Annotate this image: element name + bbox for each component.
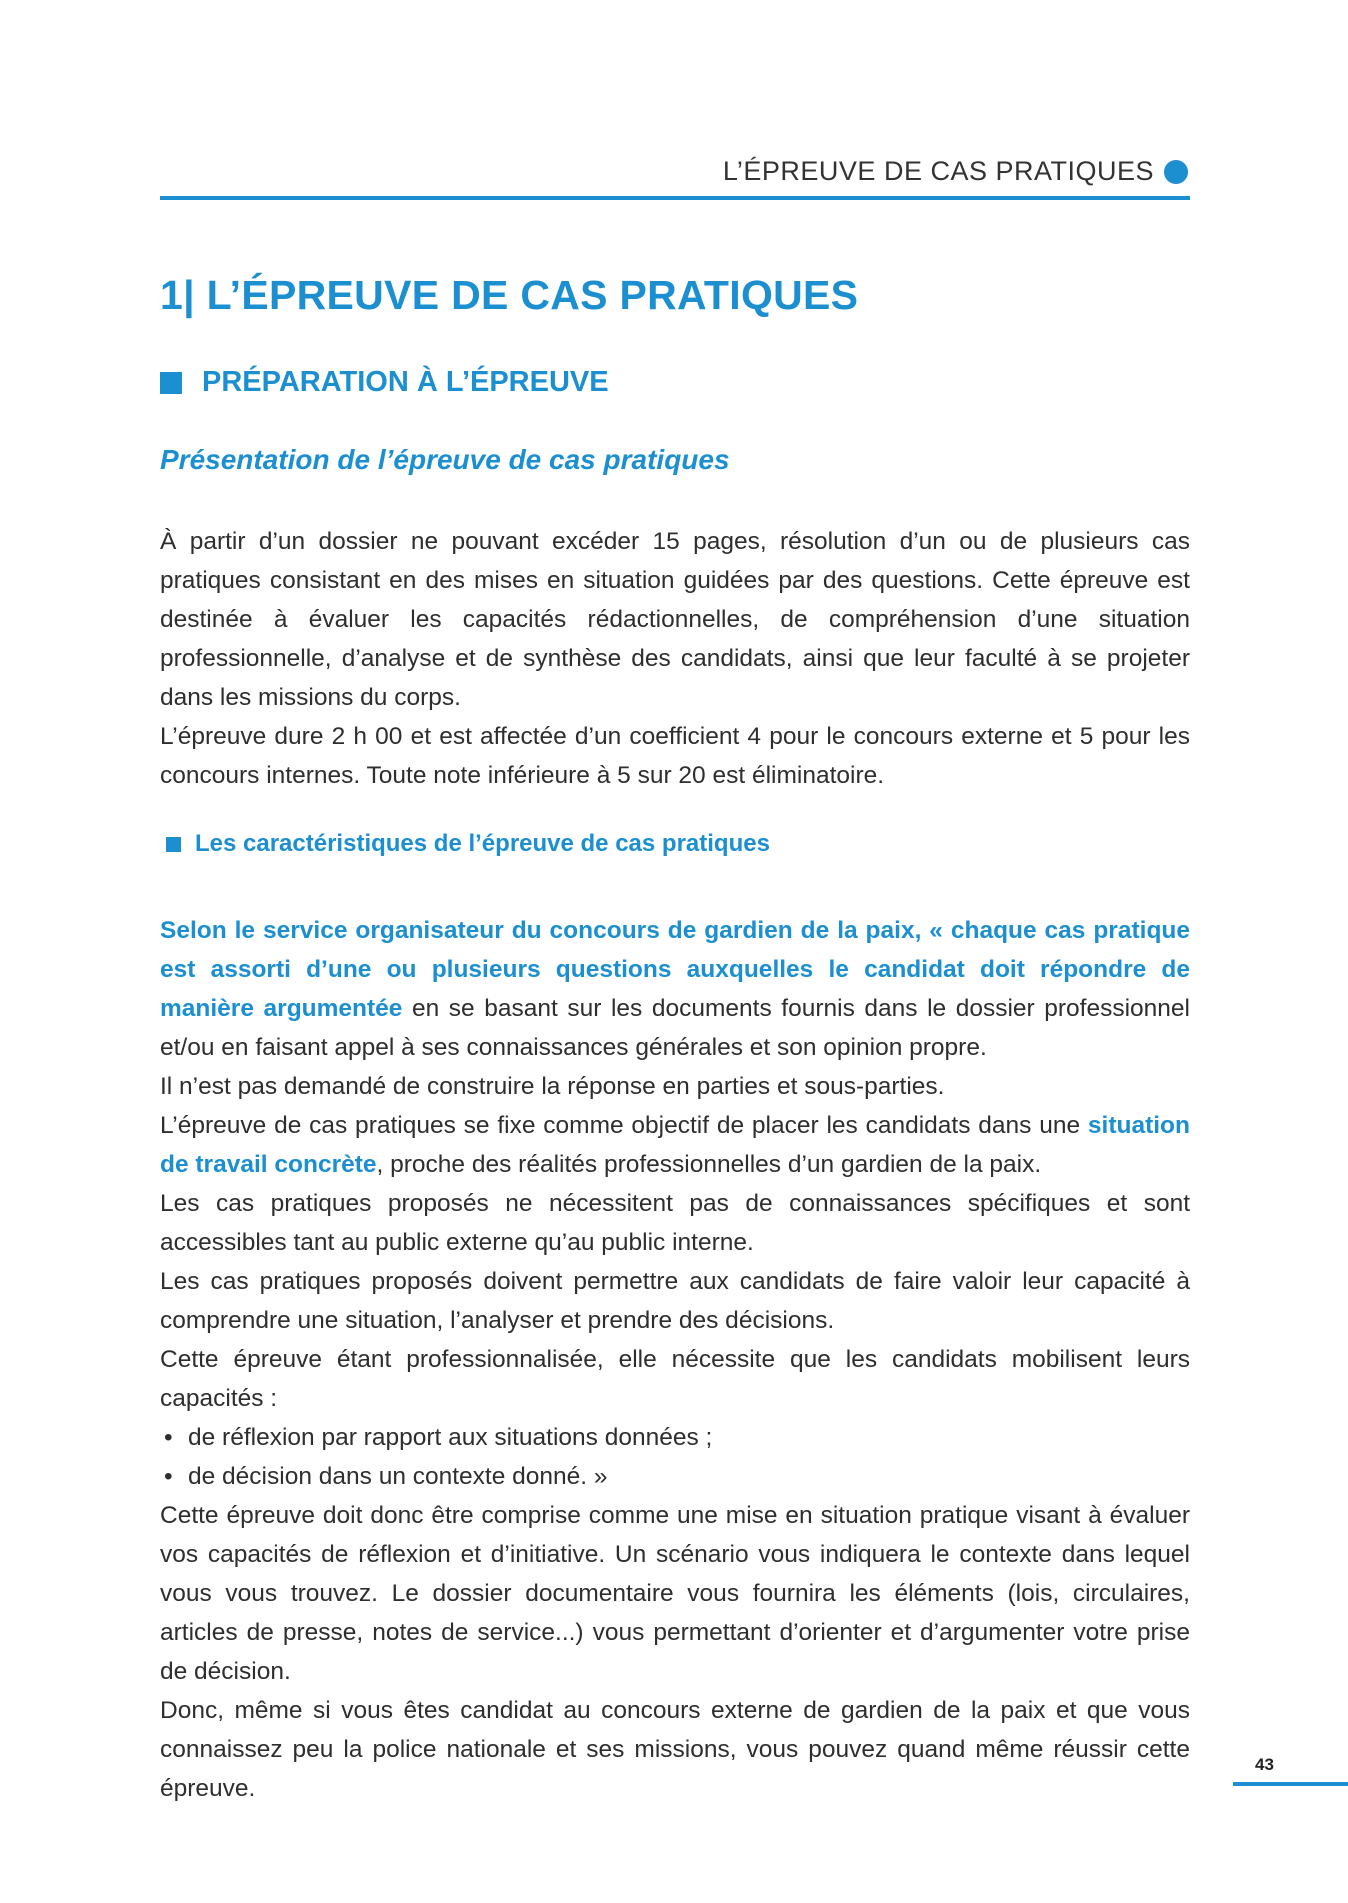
running-title: L’ÉPREUVE DE CAS PRATIQUES [722, 156, 1154, 186]
quote-highlight-3: situation de travail concrète [160, 1112, 1190, 1178]
running-header [160, 150, 1190, 200]
characteristics-title-text: Les caractéristiques de l’épreuve de cas pratiques [195, 830, 770, 857]
quote-line-5: Les cas pratiques proposés doivent permettre aux candidats de faire valoir leur capacité à comprendre une situation, l’analyser et prendre des décisions. [160, 1268, 1190, 1334]
list-item: • de décision dans un contexte donné. » [160, 1457, 1190, 1496]
quote-line-3 [160, 1106, 1190, 1184]
intro-paragraph: À partir d’un dossier ne pouvant excéder 15 pages, résolution d’un ou de plusieurs cas pratiques consistant en des mises en situation guidées par des questions. Cette épreuve est destinée à évaluer les capacités rédactionnelles, de compréhension d’une situation professionnelle, d’analyse et de synthèse des candidats, ainsi que leur faculté à se projeter dans les missions du corps. [160, 528, 1190, 711]
quote-line-6: Cette épreuve étant professionnalisée, elle nécessite que les candidats mobilisent leurs capacités : [160, 1346, 1190, 1412]
chapter-title: 1| L’ÉPREUVE DE CAS PRATIQUES [160, 272, 859, 318]
section-title-text: PRÉPARATION À L’ÉPREUVE [202, 366, 609, 398]
page-number-rule [1233, 1782, 1348, 1786]
square-bullet-icon [160, 372, 182, 394]
characteristics-title [166, 830, 770, 858]
page-number: 43 [1255, 1755, 1274, 1774]
capacities-list [160, 1418, 1190, 1496]
closing-paragraph-2: Donc, même si vous êtes candidat au concours externe de gardien de la paix et que vous connaissez peu la police nationale et ses missions, vous pouvez quand même réussir cette épreuve. [160, 1697, 1190, 1802]
subsection-title: Présentation de l’épreuve de cas pratiques [160, 444, 730, 475]
square-bullet-icon [166, 837, 181, 852]
quote-text-3b: , proche des réalités professionnelles d’un gardien de la paix. [376, 1151, 1042, 1178]
quote-block [160, 911, 1190, 1496]
closing-paragraph-1: Cette épreuve doit donc être comprise comme une mise en situation pratique visant à évaluer vos capacités de réflexion et d’initiative. Un scénario vous indiquera le contexte dans lequel vous vous trouvez. Le dossier documentaire vous fournira les éléments (lois, circulaires, articles de presse, notes de service...) vous permettant d’orienter et d’argumenter votre prise de décision. [160, 1502, 1190, 1685]
quote-line-2: Il n’est pas demandé de construire la réponse en parties et sous-parties. [160, 1073, 945, 1100]
section-title [160, 366, 609, 399]
quote-line-4: Les cas pratiques proposés ne nécessitent pas de connaissances spécifiques et sont accessibles tant au public externe qu’au public interne. [160, 1190, 1190, 1256]
quote-highlight-1: Selon le service organisateur du concours de gardien de la paix, « chaque cas pratique est assorti d’une ou plusieurs questions auxquelles le candidat doit répondre de manière argumentée [160, 917, 1190, 1022]
quote-text-3a: L’épreuve de cas pratiques se fixe comme objectif de placer les candidats dans une [160, 1112, 1088, 1139]
list-item: • de réflexion par rapport aux situations données ; [160, 1418, 1190, 1457]
quote-line-1 [160, 911, 1190, 1067]
quote-text-1: en se basant sur les documents fournis dans le dossier professionnel et/ou en faisant appel à ses connaissances générales et son opinion propre. [160, 995, 1191, 1061]
duration-paragraph: L’épreuve dure 2 h 00 et est affectée d’un coefficient 4 pour le concours externe et 5 pour les concours internes. Toute note inférieure à 5 sur 20 est éliminatoire. [160, 723, 1190, 789]
header-dot-icon [1164, 160, 1188, 184]
